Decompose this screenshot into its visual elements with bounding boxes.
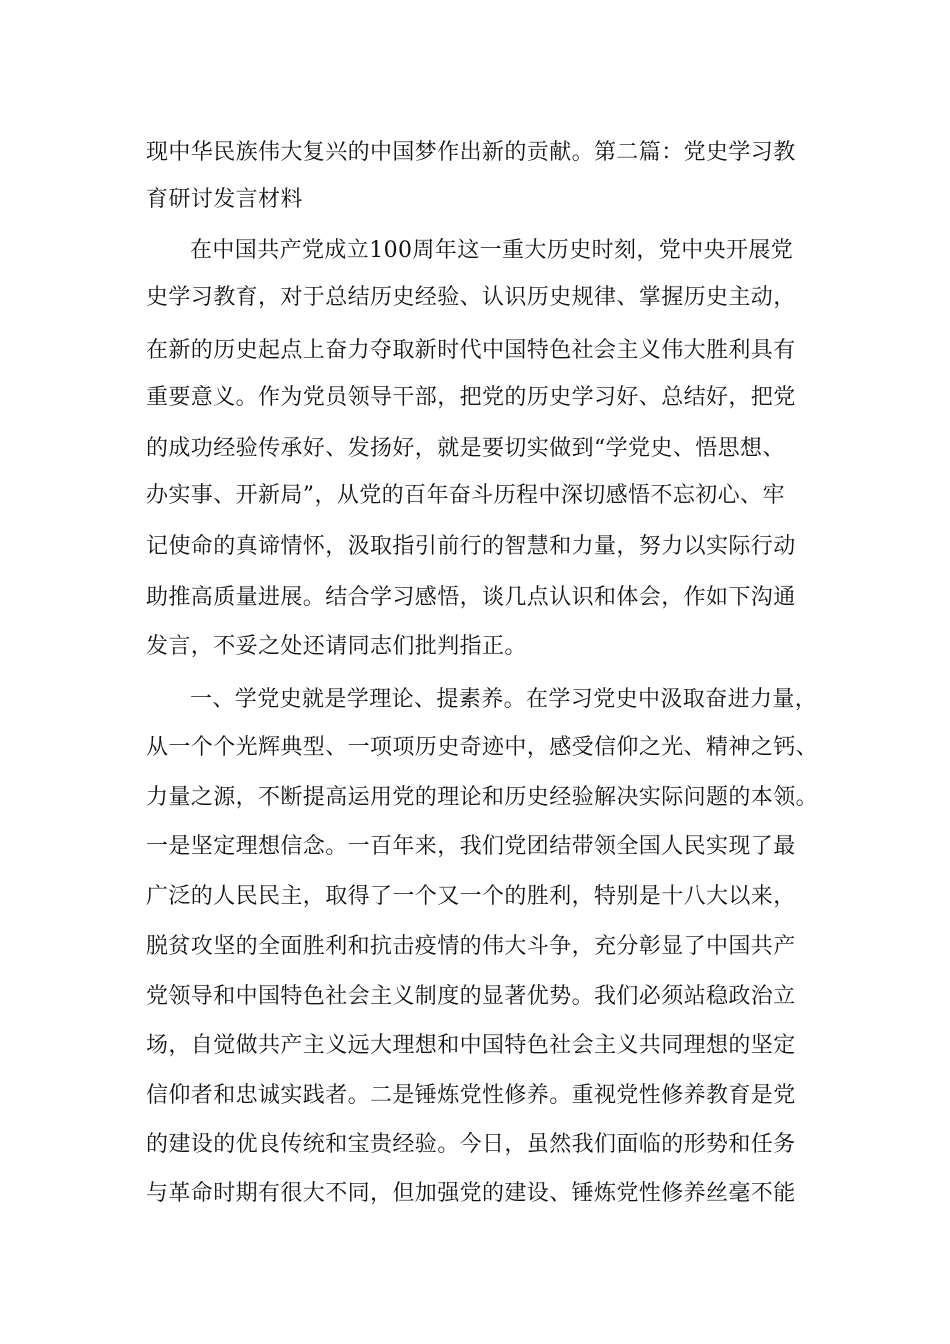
text-line: 与革命时期有很大不同，但加强党的建设、锤炼党性修养丝毫不能	[146, 1181, 796, 1206]
text-line: 重要意义。作为党员领导干部，把党的历史学习好、总结好，把党	[146, 385, 796, 410]
text-line: 办实事、开新局”，从党的百年奋斗历程中深切感悟不忘初心、牢	[146, 483, 785, 508]
text-line: 信仰者和忠诚实践者。二是锤炼党性修养。重视党性修养教育是党	[146, 1083, 796, 1108]
text-line: 史学习教育，对于总结历史经验、认识历史规律、掌握历史主动，	[146, 285, 796, 310]
text-line: 广泛的人民民主，取得了一个又一个的胜利，特别是十八大以来，	[146, 884, 796, 909]
text-line: 力量之源，不断提高运用党的理论和历史经验解决实际问题的本领。	[146, 785, 819, 810]
text-line: 的成功经验传承好、发扬好，就是要切实做到“学党史、悟思想、	[146, 436, 785, 461]
text-line: 一、学党史就是学理论、提素养。在学习党史中汲取奋进力量，	[190, 687, 818, 712]
text-line: 脱贫攻坚的全面胜利和抗击疫情的伟大斗争，充分彰显了中国共产	[146, 934, 796, 959]
text-line: 助推高质量进展。结合学习感悟，谈几点认识和体会，作如下沟通	[146, 585, 796, 610]
text-line: 育研讨发言材料	[146, 187, 303, 212]
text-line: 现中华民族伟大复兴的中国梦作出新的贡献。第二篇：党史学习教	[146, 140, 796, 165]
text-line: 发言，不妥之处还请同志们批判指正。	[146, 634, 527, 659]
text-line: 记使命的真谛情怀，汲取指引前行的智慧和力量，努力以实际行动	[146, 534, 796, 559]
text-line: 从一个个光辉典型、一项项历史奇迹中，感受信仰之光、精神之钙、	[146, 735, 819, 760]
text-line: 的建设的优良传统和宝贵经验。今日，虽然我们面临的形势和任务	[146, 1132, 796, 1157]
text-line: 在新的历史起点上奋力夺取新时代中国特色社会主义伟大胜利具有	[146, 338, 796, 363]
text-line: 在中国共产党成立100周年这一重大历史时刻，党中央开展党	[190, 238, 794, 263]
text-line: 党领导和中国特色社会主义制度的显著优势。我们必须站稳政治立	[146, 984, 796, 1009]
text-line: 场，自觉做共产主义远大理想和中国特色社会主义共同理想的坚定	[146, 1033, 796, 1058]
text-line: 一是坚定理想信念。一百年来，我们党团结带领全国人民实现了最	[146, 834, 796, 859]
